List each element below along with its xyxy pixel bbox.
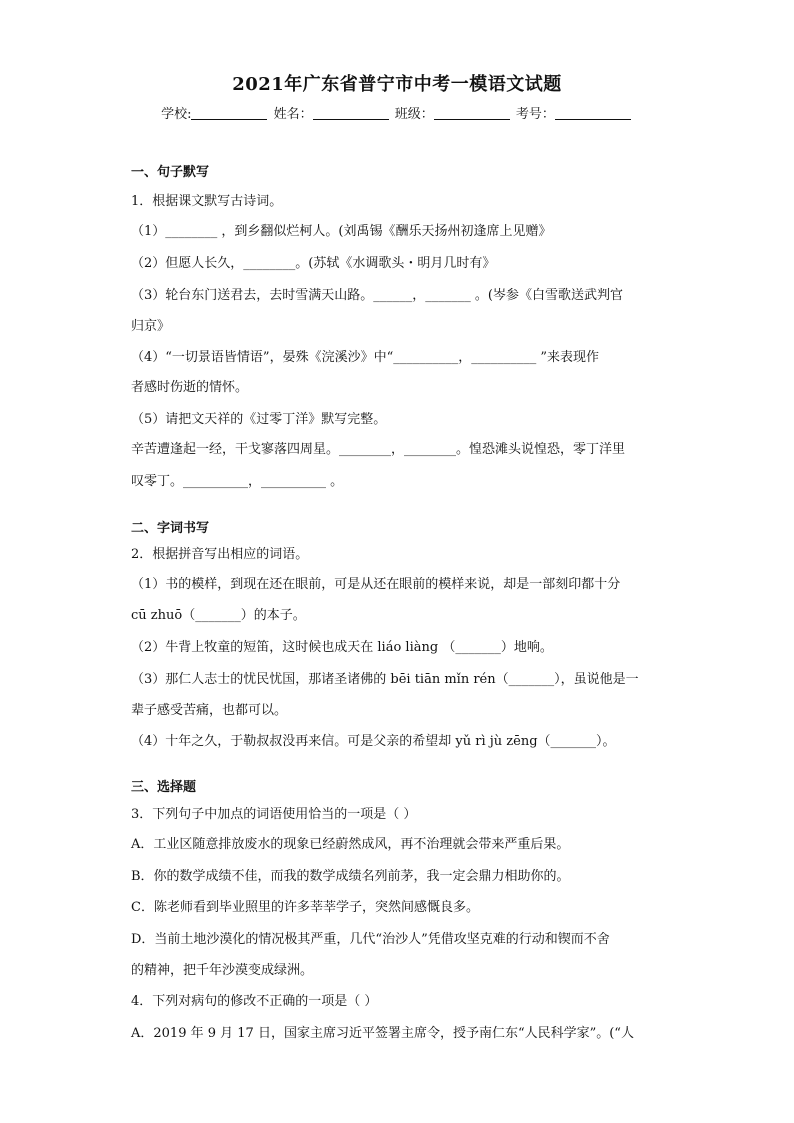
question-2-item-1-cont: cū zhuō（_______）的本子。 — [131, 608, 306, 623]
question-1-item-4: （4）“一切景语皆情语”，晏殊《浣溪沙》中“__________，__________ ”来表现作 — [131, 350, 599, 365]
section-heading-3: 三、选择题 — [131, 780, 197, 795]
school-blank[interactable] — [191, 107, 267, 120]
question-1-item-3: （3）轮台东门送君去，去时雪满天山路。______，_______ 。(岑参《白雪歌送武判官 — [131, 288, 623, 303]
question-2-item-4: （4）十年之久，于勒叔叔没再来信。可是父亲的希望却 yǔ rì jù zēng（_______）。 — [131, 734, 616, 749]
question-3-option-b: B．你的数学成绩不佳，而我的数学成绩名列前茅，我一定会鼎力相助你的。 — [131, 869, 570, 884]
poem-line-2: 叹零丁。__________，__________ 。 — [131, 474, 344, 489]
class-label: 班级： — [394, 107, 434, 122]
question-4: 4．下列对病句的修改不正确的一项是（ ） — [131, 994, 378, 1009]
student-info-line — [0, 103, 794, 122]
exam-number-label: 考号： — [515, 107, 555, 122]
poem-line-1: 辛苦遭逢起一经，干戈寥落四周星。________，________。惶恐滩头说惶恐，零丁洋里 — [131, 442, 626, 457]
question-3: 3．下列句子中加点的词语使用恰当的一项是（ ） — [131, 807, 417, 822]
name-blank[interactable] — [313, 107, 389, 120]
question-1: 1．根据课文默写古诗词。 — [131, 194, 283, 209]
question-2-item-1: （1）书的模样，到现在还在眼前，可是从还在眼前的模样来说，却是一部刻印都十分 — [131, 577, 621, 592]
question-3-option-a: A．工业区随意排放废水的现象已经蔚然成风，再不治理就会带来严重后果。 — [131, 837, 570, 852]
question-3-option-c: C．陈老师看到毕业照里的许多莘莘学子，突然间感慨良多。 — [131, 900, 479, 915]
exam-number-blank[interactable] — [555, 107, 631, 120]
question-2-item-3: （3）那仁人志士的忧民忧国，那诸圣诸佛的 bēi tiān mǐn rén（_______），虽说他是一 — [131, 672, 639, 687]
section-heading-2: 二、字词书写 — [131, 521, 210, 536]
question-2: 2．根据拼音写出相应的词语。 — [131, 547, 309, 562]
question-1-item-3-cont: 归京》 — [131, 319, 171, 334]
question-1-item-1: （1）________ ，到乡翻似烂柯人。(刘禹锡《酬乐天扬州初逢席上见赠》 — [131, 224, 552, 239]
question-1-item-2: （2）但愿人长久，________。(苏轼《水调歌头・明月几时有》 — [131, 256, 496, 271]
school-label: 学校: — [161, 107, 192, 122]
question-3-option-d-cont: 的精神，把千年沙漠变成绿洲。 — [131, 963, 314, 978]
class-blank[interactable] — [434, 107, 510, 120]
question-1-item-5: （5）请把文天祥的《过零丁洋》默写完整。 — [131, 412, 387, 427]
question-2-item-2: （2）牛背上牧童的短笛，这时候也成天在 liáo liàng （_______）地响。 — [131, 640, 553, 655]
question-2-item-3-cont: 辈子感受苦痛，也都可以。 — [131, 703, 288, 718]
question-3-option-d: D．当前土地沙漠化的情况极其严重，几代“治沙人”凭借攻坚克难的行动和锲而不舍 — [131, 932, 610, 947]
document-title: 2021年广东省普宁市中考一模语文试题 — [232, 74, 562, 95]
question-4-option-a: A．2019 年 9 月 17 日，国家主席习近平签署主席令，授予南仁东“人民科学家”。(“人 — [131, 1026, 634, 1041]
name-label: 姓名： — [273, 107, 313, 122]
question-1-item-4-cont: 者感时伤逝的情怀。 — [131, 380, 249, 395]
section-heading-1: 一、句子默写 — [131, 165, 210, 180]
